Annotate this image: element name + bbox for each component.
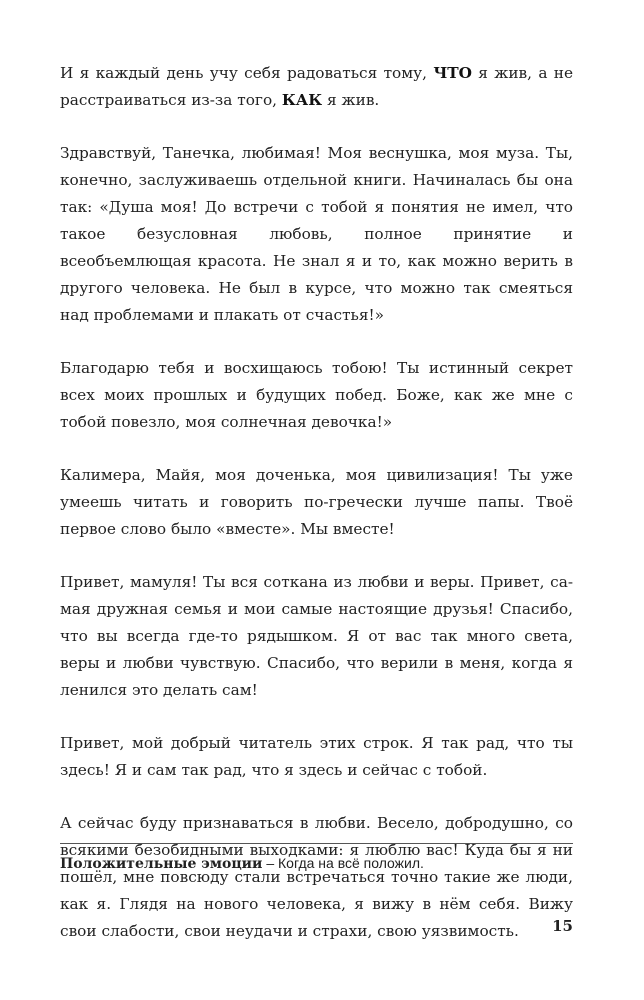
paragraph <box>60 60 573 114</box>
footnote-definition: Когда на всё положил. <box>278 855 424 871</box>
paragraph-text: Привет, мой добрый читатель этих строк. Я так рад, что ты здесь! Я и сам так рад, что я здесь и сейчас с тобой. <box>60 734 573 779</box>
page-number: 15 <box>552 917 573 935</box>
paragraph-text: А сейчас буду признаваться в любви. Весело, добродушно, со всякими безобидными выходками: я люблю вас! Куда бы я ни пошёл, мне повсюду стали встречаться точно такие же люди, как я. Глядя на нового человека, я вижу в нём себя. Вижу свои слабости, свои неудачи и страхи, свою уязвимость. <box>60 814 573 940</box>
paragraph <box>60 569 573 704</box>
paragraph <box>60 140 573 329</box>
footnote <box>60 852 573 875</box>
emphasis-text: ЧТО <box>433 64 472 82</box>
paragraph-text: я жив. <box>322 91 380 109</box>
paragraph <box>60 730 573 784</box>
paragraph <box>60 462 573 543</box>
paragraph-text: Благодарю тебя и восхищаюсь тобою! Ты истинный секрет всех моих прошлых и будущих побед. Боже, как же мне с тобой повезло, моя солнечная девочка!» <box>60 359 573 431</box>
footnote-divider <box>60 843 573 844</box>
body-text <box>60 60 573 971</box>
paragraph-text: Привет, мамуля! Ты вся соткана из любви и веры. Привет, самая дружная семья и мои самые настоящие друзья! Спасибо, что вы всегда где-то рядышком. Я от вас так много света, веры и любви чувствую. Спасибо, что верили в меня, когда я ленился это делать сам! <box>60 573 573 699</box>
paragraph-text: Калимера, Майя, моя доченька, моя цивилизация! Ты уже умеешь читать и говорить по-гречески лучше папы. Твоё первое слово было «вместе». Мы вместе! <box>60 466 573 538</box>
paragraph <box>60 355 573 436</box>
paragraph-text: И я каждый день учу себя радоваться тому, <box>60 64 434 82</box>
paragraph <box>60 810 573 945</box>
paragraph-text: я жив, а не расстраиваться из-за того, <box>60 64 573 109</box>
paragraph-text: Здравствуй, Танечка, любимая! Моя веснушка, моя муза. Ты, конечно, заслуживаешь отдельной книги. Начиналась бы она так: «Душа моя! До встречи с тобой я понятия не имел, что такое безусловная любовь, полное принятие и всеобъемлющая красота. Не знал я и то, как можно верить в другого человека. Не был в курсе, что можно так смеяться над проблемами и плакать от счастья!» <box>60 144 573 324</box>
footnote-term: Положительные эмоции <box>60 856 263 872</box>
footnote-dash: – <box>262 855 279 871</box>
emphasis-text: КАК <box>281 91 323 109</box>
